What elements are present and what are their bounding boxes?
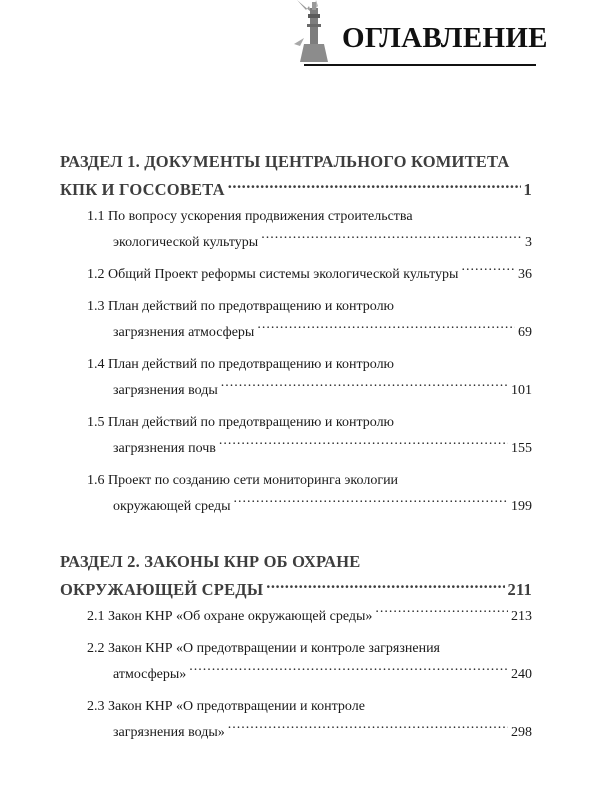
entry-title-continued: атмосферы» [113, 667, 187, 682]
toc-entry[interactable] [87, 294, 532, 346]
dot-leader [221, 380, 508, 394]
entry-title: 2.2 Закон КНР «О предотвращении и контроле загрязнения [87, 641, 440, 656]
page-number: 36 [518, 267, 532, 282]
entry-title-continued: загрязнения атмосферы [113, 325, 255, 340]
section-heading-line-2[interactable] [60, 176, 532, 204]
dot-leader [189, 664, 508, 678]
page-number: 298 [511, 725, 532, 740]
entry-title: 2.1 Закон КНР «Об охране окружающей среды» [87, 609, 373, 624]
page-number: 69 [518, 325, 532, 340]
page-number: 155 [511, 441, 532, 456]
toc-entry[interactable] [87, 410, 532, 462]
page-number: 3 [525, 235, 532, 250]
toc-entry[interactable] [87, 468, 532, 520]
entry-title-continued: загрязнения воды [113, 383, 218, 398]
dot-leader [219, 438, 508, 452]
toc-entry[interactable] [87, 694, 532, 746]
section-heading: РАЗДЕЛ 1. ДОКУМЕНТЫ ЦЕНТРАЛЬНОГО КОМИТЕТА [60, 152, 510, 171]
toc-entry[interactable] [87, 262, 532, 288]
entry-title: 1.4 План действий по предотвращению и контролю [87, 357, 395, 372]
entry-title-continued: загрязнения воды» [113, 725, 225, 740]
page-number: 199 [511, 499, 532, 514]
section-heading-text: КПК И ГОССОВЕТА [60, 180, 225, 199]
toc-entry[interactable] [87, 204, 532, 256]
section-heading-text: ОКРУЖАЮЩЕЙ СРЕДЫ [60, 580, 264, 599]
page-title: ОГЛАВЛЕНИЕ [342, 22, 548, 54]
tower-emblem-icon [294, 0, 332, 62]
entry-title: 1.3 План действий по предотвращению и контролю [87, 299, 395, 314]
entry-title-continued: экологической культуры [113, 235, 259, 250]
entry-title-continued: загрязнения почв [113, 441, 216, 456]
table-of-contents [60, 148, 532, 774]
dot-leader [266, 579, 504, 596]
toc-section-2 [60, 548, 532, 746]
page-number: 211 [507, 580, 532, 599]
dot-leader [228, 179, 521, 196]
entry-title: 1.2 Общий Проект реформы системы экологической культуры [87, 267, 459, 282]
entry-title-continued: окружающей среды [113, 499, 231, 514]
page-number: 101 [511, 383, 532, 398]
page-number: 1 [523, 180, 532, 199]
page-number: 213 [511, 609, 532, 624]
dot-leader [228, 722, 508, 736]
section-heading-line-2[interactable] [60, 576, 532, 604]
dot-leader [375, 606, 508, 620]
dot-leader [234, 496, 508, 510]
toc-entry[interactable] [87, 352, 532, 404]
page-number: 240 [511, 667, 532, 682]
entry-title: 2.3 Закон КНР «О предотвращении и контроле [87, 699, 365, 714]
entry-title: 1.5 План действий по предотвращению и контролю [87, 415, 395, 430]
dot-leader [257, 322, 515, 336]
entry-title: 1.6 Проект по созданию сети мониторинга экологии [87, 473, 399, 488]
header-rule [304, 64, 536, 66]
dot-leader [261, 232, 522, 246]
toc-entry[interactable] [87, 604, 532, 630]
section-heading: РАЗДЕЛ 2. ЗАКОНЫ КНР ОБ ОХРАНЕ [60, 552, 361, 571]
toc-section-1 [60, 148, 532, 520]
dot-leader [461, 264, 515, 278]
page-header [290, 0, 548, 70]
entry-title: 1.1 По вопросу ускорения продвижения строительства [87, 209, 413, 224]
toc-entry[interactable] [87, 636, 532, 688]
